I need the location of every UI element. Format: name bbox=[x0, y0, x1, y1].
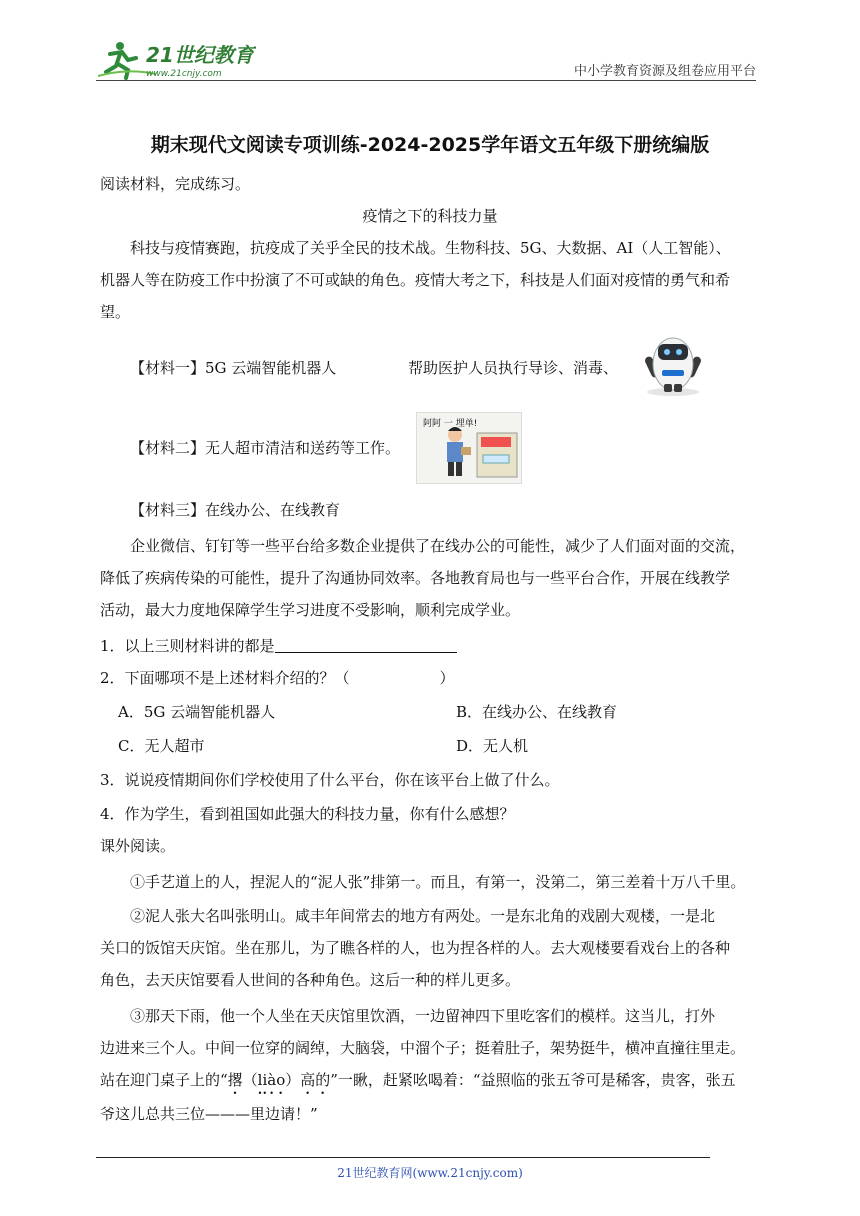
passage2-para3-line3 bbox=[100, 1064, 736, 1098]
passage1-para2-line1: 企业微信、钉钉等一些平台给多数企业提供了在线办公的可能性，减少了人们面对面的交流， bbox=[130, 537, 746, 555]
header-divider bbox=[96, 80, 756, 81]
passage2-para3-line1: ③那天下雨，他一个人坐在天庆馆里饮酒，一边留神四下里吃客们的模样。这当儿，打外 bbox=[130, 1007, 716, 1025]
page-title: 期末现代文阅读专项训练-2024-2025学年语文五年级下册统编版 bbox=[150, 134, 710, 156]
material1-text: 帮助医护人员执行导诊、消毒、 bbox=[408, 359, 619, 377]
question-2: 2．下面哪项不是上述材料介绍的？（ ） bbox=[100, 669, 455, 687]
para3-line3-start: 站在迎门桌子上的“ bbox=[100, 1071, 228, 1089]
option-b: B．在线办公、在线教育 bbox=[456, 703, 618, 721]
passage1-line3: 望。 bbox=[100, 303, 131, 321]
passage1-line1: 科技与疫情赛跑，抗疫成了关乎全民的技术战。生物科技、5G、大数据、AI（人工智能）、 bbox=[130, 239, 731, 257]
supermarket-cartoon bbox=[416, 412, 522, 484]
footer-divider bbox=[96, 1157, 710, 1158]
intro-text: 阅读材料，完成练习。 bbox=[100, 175, 251, 193]
robot-image bbox=[638, 330, 708, 400]
passage1-para2-line2: 降低了疾病传染的可能性，提升了沟通协同效率。各地教育局也与一些平台合作，开展在线教学 bbox=[100, 569, 731, 587]
option-c: C．无人超市 bbox=[118, 737, 205, 755]
cartoon-caption: 阿阿 一 埋单! bbox=[423, 419, 478, 429]
option-a: A．5G 云端智能机器人 bbox=[118, 703, 276, 721]
answer-blank[interactable] bbox=[275, 636, 457, 653]
passage2-para3-line2: 边进来三个人。中间一位穿的阔绰，大脑袋，中溜个子；挺着肚子，架势挺牛，横冲直撞往里走。 bbox=[100, 1039, 746, 1057]
passage1-line2: 机器人等在防疫工作中扮演了不可或缺的角色。疫情大考之下，科技是人们面对疫情的勇气和希 bbox=[100, 271, 731, 289]
para3-line3-end: ”一瞅，赶紧吆喝着：“益照临的张五爷可是稀客，贵客，张五 bbox=[330, 1071, 736, 1089]
site-logo bbox=[96, 38, 256, 82]
question-1-text: 1．以上三则材料讲的都是 bbox=[100, 637, 275, 655]
dotted-term: 撂（liào）高的 bbox=[227, 1071, 331, 1089]
passage2-intro: 课外阅读。 bbox=[100, 837, 176, 855]
svg-text:www.21cnjy.com: www.21cnjy.com bbox=[146, 69, 222, 79]
passage1-title: 疫情之下的科技力量 bbox=[362, 207, 498, 225]
header-tagline: 中小学教育资源及组卷应用平台 bbox=[573, 64, 756, 79]
question-3: 3．说说疫情期间你们学校使用了什么平台，你在该平台上做了什么。 bbox=[100, 771, 560, 789]
passage2-para2-line2: 关口的饭馆天庆馆。坐在那儿，为了瞧各样的人，也为捏各样的人。去大观楼要看戏台上的各种 bbox=[100, 939, 731, 957]
question-1 bbox=[100, 630, 457, 662]
passage2-para1: ①手艺道上的人，捏泥人的“泥人张”排第一。而且，有第一，没第二，第三差着十万八千里。 bbox=[130, 873, 746, 891]
material1-label: 【材料一】5G 云端智能机器人 bbox=[130, 359, 337, 377]
option-d: D．无人机 bbox=[456, 737, 529, 755]
material3-label: 【材料三】在线办公、在线教育 bbox=[130, 501, 341, 519]
passage2-para2-line3: 角色，去天庆馆要看人世间的各种角色。这后一种的样儿更多。 bbox=[100, 971, 521, 989]
material2-text: 【材料二】无人超市清洁和送药等工作。 bbox=[130, 439, 401, 457]
passage2-para2-line1: ②泥人张大名叫张明山。咸丰年间常去的地方有两处。一是东北角的戏剧大观楼，一是北 bbox=[130, 907, 716, 925]
question-4: 4．作为学生，看到祖国如此强大的科技力量，你有什么感想？ bbox=[100, 805, 515, 823]
footer-text: 21世纪教育网(www.21cnjy.com) bbox=[337, 1166, 523, 1180]
svg-text:21世纪教育: 21世纪教育 bbox=[146, 43, 254, 67]
passage2-para3-line4: 爷这儿总共三位———里边请！” bbox=[100, 1105, 318, 1123]
passage1-para2-line3: 活动，最大力度地保障学生学习进度不受影响，顺利完成学业。 bbox=[100, 601, 521, 619]
